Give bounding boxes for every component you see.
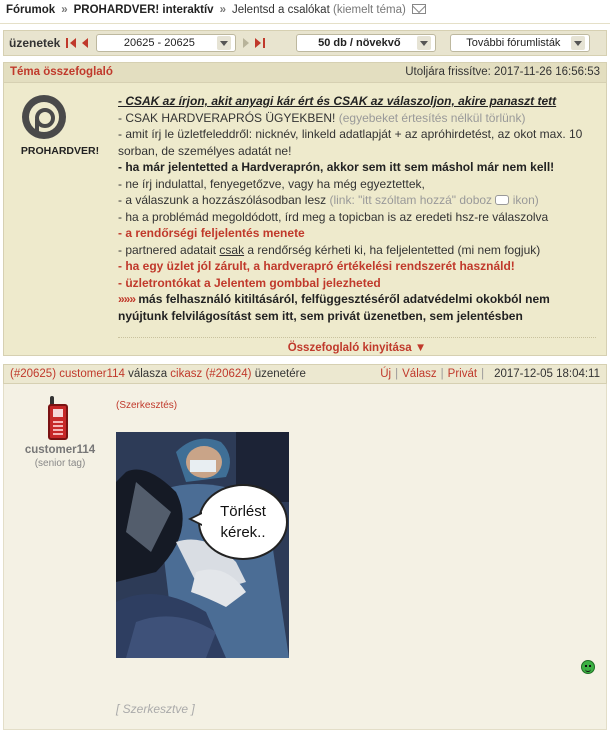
rule-item: - partnered adatait csak a rendőrség kérheti ki, ha feljelentetted (mi nem fogjuk) <box>118 242 541 257</box>
post-header <box>3 364 607 384</box>
per-page-value: 50 db / növekvő <box>318 37 401 49</box>
post-reply-info: (#20625) customer114 válasza cikasz (#20624) üzenetére <box>10 368 306 380</box>
reply-button[interactable]: Válasz <box>402 368 437 380</box>
speech-bubble: Törlést kérek.. <box>198 484 288 560</box>
parent-id-link[interactable]: (#20624) <box>205 368 252 380</box>
edited-link[interactable]: [ Szerkesztve ] <box>116 702 195 716</box>
post-image <box>116 432 289 658</box>
new-button[interactable]: Új <box>380 368 392 380</box>
rule-item: - CSAK az írjon, akit anyagi kár ért és CSAK az válaszoljon, akire panaszt tett <box>118 94 557 108</box>
breadcrumb-forums-link[interactable]: Fórumok <box>6 4 56 16</box>
topic-tag: (kiemelt téma) <box>332 4 406 16</box>
parent-author-link[interactable]: cikasz <box>170 368 203 380</box>
range-select[interactable] <box>96 34 236 52</box>
post-body <box>3 384 607 730</box>
breadcrumb-sep: » <box>219 4 226 16</box>
rating-system-link[interactable]: - ha egy üzlet jól zárult, a hardverapró értékelési rendszerét használd! <box>118 259 515 273</box>
forum-lists-value: További fórumlisták <box>466 37 561 49</box>
logo-caption: PROHARDVER! <box>20 145 100 157</box>
breadcrumb <box>0 0 610 24</box>
breadcrumb-forum-link[interactable]: PROHARDVER! interaktív <box>73 4 214 16</box>
smiley-icon <box>581 660 595 674</box>
mobile-phone-icon <box>48 396 68 440</box>
prev-page-icon[interactable] <box>79 37 89 49</box>
triple-chevron-icon: »»» <box>118 292 136 306</box>
summary-title: Téma összefoglaló <box>10 66 113 78</box>
chevron-down-icon <box>417 36 431 50</box>
forum-lists-select[interactable] <box>450 34 590 52</box>
rule-item: »»» más felhasználó kitiltásáról, felfüggesztéséről adatvédelmi okokból nem nyújtunk felvilágosítást sem itt, sem privát üzenetben, sem jelentésben <box>118 292 550 323</box>
user-rank: (senior tag) <box>34 458 86 469</box>
rule-item: - ha a problémád megoldódott, írd meg a topicban is az eredeti hsz-re válaszolva <box>118 209 549 224</box>
post-author-link[interactable]: customer114 <box>59 368 125 380</box>
rule-item: - ha már jelentetted a Hardveraprón, akkor sem itt sem máshol már nem kell! <box>118 160 555 174</box>
envelope-icon[interactable] <box>412 4 426 14</box>
topic-summary <box>3 62 607 356</box>
rule-item: - amit írj le üzletfeleddről: nicknév, linkeld adatlapját + az apróhirdetést, az okot max. 10 sorban, de személyes adatát ne! <box>118 127 583 158</box>
rules-list <box>118 93 602 324</box>
breadcrumb-topic: Jelentsd a csalókat <box>231 4 330 16</box>
pagination-toolbar <box>3 30 607 56</box>
police-report-link[interactable]: - a rendőrségi feljelentés menete <box>118 226 305 240</box>
chevron-down-icon <box>571 36 585 50</box>
post-actions: Új | Válasz | Privát | 2017-12-05 18:04:11 <box>380 368 600 380</box>
post-timestamp: 2017-12-05 18:04:11 <box>494 368 600 380</box>
edit-link[interactable]: (Szerkesztés) <box>116 400 178 411</box>
rule-item: - ne írj indulattal, fenyegetőzve, vagy ha még egyeztettek, <box>118 176 425 191</box>
messages-label: üzenetek <box>9 36 61 50</box>
report-button-link[interactable]: - üzletrontókat a Jelentem gombbal jelezheted <box>118 275 381 290</box>
rule-item: - CSAK HARDVERAPRÓS ÜGYEKBEN! (egyebeket értesítés nélkül törlünk) <box>118 110 526 125</box>
first-page-icon[interactable] <box>66 37 76 49</box>
rule-item: - a válaszunk a hozzászólásodban lesz (link: "itt szóltam hozzá" doboz ikon) <box>118 193 539 207</box>
last-page-icon[interactable] <box>255 37 265 49</box>
summary-header <box>4 63 606 83</box>
next-page-icon[interactable] <box>242 37 252 49</box>
breadcrumb-sep: » <box>61 4 68 16</box>
chevron-down-icon <box>217 36 231 50</box>
comment-box-icon <box>495 195 509 205</box>
private-button[interactable]: Privát <box>447 368 478 380</box>
post-id-link[interactable]: (#20625) <box>10 368 57 380</box>
expand-summary-link[interactable]: Összefoglaló kinyitása ▼ <box>118 337 596 354</box>
range-value: 20625 - 20625 <box>123 37 195 49</box>
prohardver-logo-icon <box>22 95 66 139</box>
post-username[interactable]: customer114 <box>24 444 96 456</box>
summary-updated: Utoljára frissítve: 2017-11-26 16:56:53 <box>405 66 600 78</box>
per-page-select[interactable] <box>296 34 436 52</box>
